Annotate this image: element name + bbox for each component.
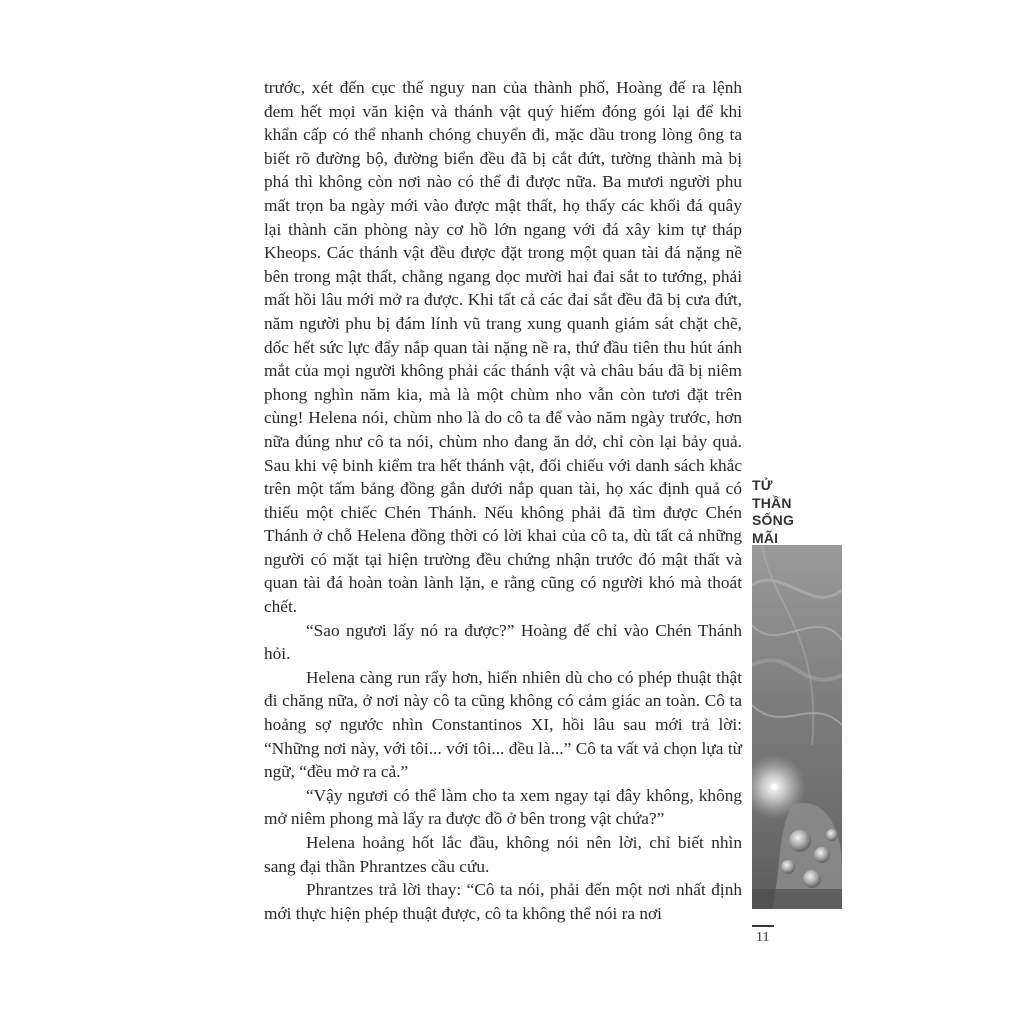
title-word-3: SỐNG xyxy=(752,512,795,528)
running-book-title xyxy=(752,477,794,547)
paragraph-6: Phrantzes trả lời thay: “Cô ta nói, phải đến một nơi nhất định mới thực hiện phép thuật được, cô ta không thể nói ra nơi xyxy=(264,880,742,923)
body-text xyxy=(264,76,742,925)
title-word-1: TỬ xyxy=(752,477,773,493)
paragraph-1: trước, xét đến cục thế nguy nan của thành phố, Hoàng đế ra lệnh đem hết mọi văn kiện và thánh vật quý hiếm đóng gói lại để khi khẩn cấp có thể nhanh chóng chuyển đi, mặc dầu trong lòng ông ta biết rõ đường bộ, đường biển đều đã bị cắt đứt, tường thành mà bị phá thì không còn nơi nào có thể đi được nữa. Ba mươi người phu mất trọn ba ngày mới vào được mật thất, họ thấy các khối đá quây lại thành căn phòng này cơ hồ lớn ngang với đá xây kim tự tháp Kheops. Các thánh vật đều được đặt trong một quan tài đá nặng nề bên trong mật thất, chằng ngang dọc mười hai đai sắt to tướng, phải mất hồi lâu mới mở ra được. Khi tất cả các đai sắt đều đã bị cưa đứt, năm người phu bị đám lính vũ trang xung quanh giám sát chặt chẽ, dốc hết sức lực đẩy nắp quan tài nặng nề ra, thứ đầu tiên thu hút ánh mắt của mọi người không phải các thánh vật và châu báu đã bị niêm phong nghìn năm kia, mà là một chùm nho vẫn còn tươi đặt trên cùng! Helena nói, chùm nho là do cô ta để vào năm ngày trước, hơn nữa đúng như cô ta nói, chùm nho đang ăn dở, chỉ còn lại bảy quả. Sau khi vệ binh kiểm tra hết thánh vật, đối chiếu với danh sách khắc trên một tấm bảng đồng gắn dưới nắp quan tài, họ xác định quả có thiếu một chiếc Chén Thánh. Nếu không phải đã tìm được Chén Thánh ở chỗ Helena đồng thời có lời khai của cô ta, dù tất cả những người có mặt tại hiện trường đều chứng nhận trước đó mật thất và quan tài đá hoàn toàn lành lặn, e rằng cũng có người khó mà thoát chết. xyxy=(264,78,742,617)
paragraph-3: Helena càng run rẩy hơn, hiển nhiên dù cho có phép thuật thật đi chăng nữa, ở nơi này cô ta cũng không có cảm giác an toàn. Cô ta hoảng sợ ngước nhìn Constantinos XI, hồi lâu sau mới trả lời: “Những nơi này, với tôi... với tôi... đều là...” Cô ta vất vả chọn lựa từ ngữ, “đều mở ra cả.” xyxy=(264,667,742,782)
title-word-4: MÃI xyxy=(752,529,779,546)
cosmic-swirl-art xyxy=(752,545,842,909)
paragraph-2: “Sao ngươi lấy nó ra được?” Hoàng đế chỉ vào Chén Thánh hỏi. xyxy=(264,620,742,664)
title-word-2: THẦN xyxy=(752,494,792,511)
page-number: 11 xyxy=(756,930,770,945)
page-number-rule xyxy=(752,925,774,927)
cosmic-swirl-image xyxy=(752,545,842,909)
paragraph-4: “Vậy ngươi có thể làm cho ta xem ngay tại đây không, không mở niêm phong mà lấy ra được đồ ở bên trong vật chứa?” xyxy=(264,785,742,829)
paragraph-5: Helena hoảng hốt lắc đầu, không nói nên lời, chỉ biết nhìn sang đại thần Phrantzes cầu cứu. xyxy=(264,833,742,876)
